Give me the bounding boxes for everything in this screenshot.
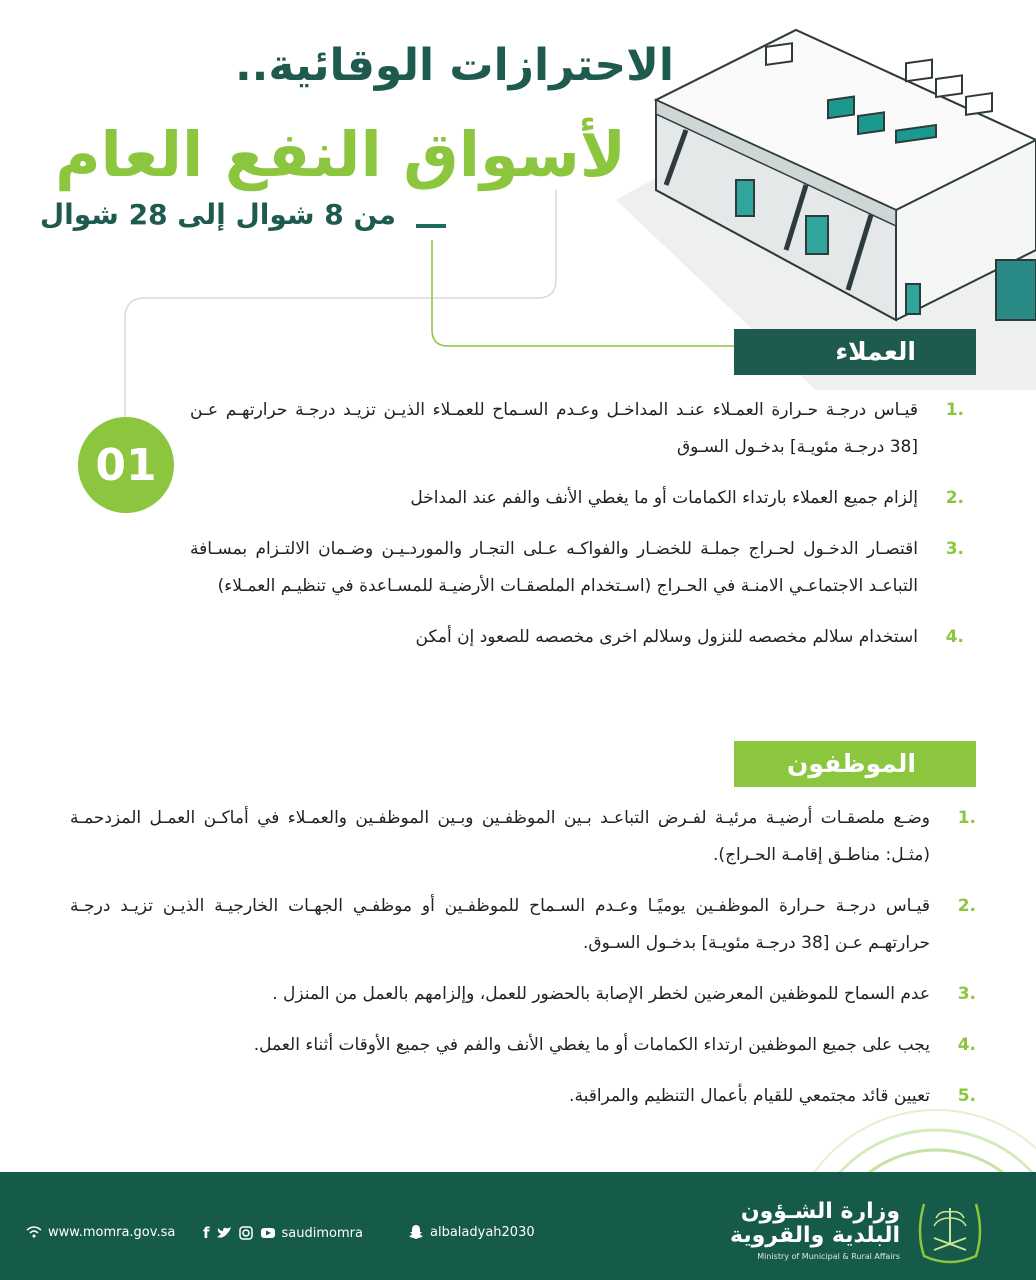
item-number: .4 xyxy=(945,627,964,647)
item-text: عدم السماح للموظفين المعرضين لخطر الإصابة بالحضور للعمل، وإلزامهم بالعمل من المنزل . xyxy=(272,984,930,1004)
item-number: .3 xyxy=(945,539,964,559)
list-item xyxy=(190,480,964,517)
footer-website[interactable] xyxy=(26,1224,175,1240)
item-text: استخدام سلالم مخصصه للنزول وسلالم اخرى مخصصه للصعود إن أمكن xyxy=(415,627,918,647)
item-text: قيـاس درجـة حـرارة الموظفـين يوميًـا وعـدم السـماح للموظفـين أو موظفـي الجهـات الخارجيـة الذيـن تزيـد درجـة حرارتهـم عـن [38 درجـة مئويـة] بدخـول السـوق. xyxy=(70,896,930,953)
footer-snapchat[interactable] xyxy=(408,1224,535,1240)
wifi-icon xyxy=(26,1224,42,1240)
list-item xyxy=(70,800,976,874)
snapchat-icon[interactable] xyxy=(408,1224,424,1240)
item-text: إلزام جميع العملاء بارتداء الكمامات أو ما يغطي الأنف والفم عند المداخل xyxy=(410,488,918,508)
ministry-emblem-logo xyxy=(910,1194,990,1270)
list-item xyxy=(70,1027,976,1064)
instagram-icon[interactable] xyxy=(238,1225,254,1241)
subtitle-dash xyxy=(416,224,446,228)
section-number-badge: 01 xyxy=(78,417,174,513)
employees-heading: الموظفون xyxy=(734,741,976,787)
item-text: تعيين قائد مجتمعي للقيام بأعمال التنظيم والمراقبة. xyxy=(569,1086,930,1106)
page-title-line2: لأسواق النفع العام xyxy=(55,118,626,191)
customers-heading: العملاء xyxy=(734,329,976,375)
item-number: .4 xyxy=(957,1035,976,1055)
item-text: يجب على جميع الموظفين ارتداء الكمامات أو ما يغطي الأنف والفم في جميع الأوقات أثناء العمل. xyxy=(253,1035,930,1055)
item-number: .1 xyxy=(945,400,964,420)
list-item xyxy=(190,392,964,466)
date-range-subtitle: من 8 شوال إلى 28 شوال xyxy=(39,198,396,231)
list-item xyxy=(70,888,976,962)
page-title-line1: الاحترازات الوقائية.. xyxy=(234,40,674,91)
snapchat-handle[interactable]: albaladyah2030 xyxy=(430,1224,535,1240)
social-handle[interactable]: saudimomra xyxy=(281,1225,363,1241)
list-item xyxy=(70,1078,976,1115)
website-link[interactable]: www.momra.gov.sa xyxy=(48,1224,176,1240)
item-number: .5 xyxy=(957,1086,976,1106)
item-text: قيـاس درجـة حـرارة العمـلاء عنـد المداخـل وعـدم السـماح للعمـلاء الذيـن تزيـد درجـة حرارتهـم عـن [38 درجـة مئويـة] بدخـول السـوق xyxy=(190,400,918,457)
item-number: .2 xyxy=(945,488,964,508)
item-text: اقتصـار الدخـول لحـراج جملـة للخضـار والفواكـه عـلى التجـار والموردـيـن وضـمان الالتـزام بمسـافة التباعـد الاجتماعـي الامنـة في الحـراج (اسـتخدام الملصقـات الأرضيـة للمسـاعدة في تنظيـم العمـلاء) xyxy=(190,539,918,596)
ministry-name xyxy=(730,1200,900,1261)
ministry-name-ar-line1: وزارة الشـؤون xyxy=(740,1199,900,1224)
item-number: .1 xyxy=(957,808,976,828)
list-item xyxy=(190,619,964,656)
item-number: .3 xyxy=(957,984,976,1004)
footer-social[interactable] xyxy=(203,1224,363,1242)
customers-list xyxy=(190,392,964,670)
footer xyxy=(0,1172,1036,1280)
item-number: .2 xyxy=(957,896,976,916)
ministry-name-en: Ministry of Municipal & Rural Affairs xyxy=(757,1252,900,1261)
item-text: وضـع ملصقـات أرضيـة مرئيـة لفـرض التباعـد بـين الموظفـين وبـين الموظفـين والعمـلاء في أماكـن العمـل المزدحمـة (مثـل: مناطـق إقامـة الحـراج). xyxy=(70,808,930,865)
ministry-name-ar-line2: البلدية والقروية xyxy=(729,1223,900,1248)
list-item xyxy=(70,976,976,1013)
facebook-icon[interactable]: f xyxy=(203,1224,210,1242)
twitter-icon[interactable] xyxy=(216,1225,232,1241)
list-item xyxy=(190,531,964,605)
employees-list xyxy=(70,800,976,1129)
youtube-icon[interactable] xyxy=(260,1225,276,1241)
